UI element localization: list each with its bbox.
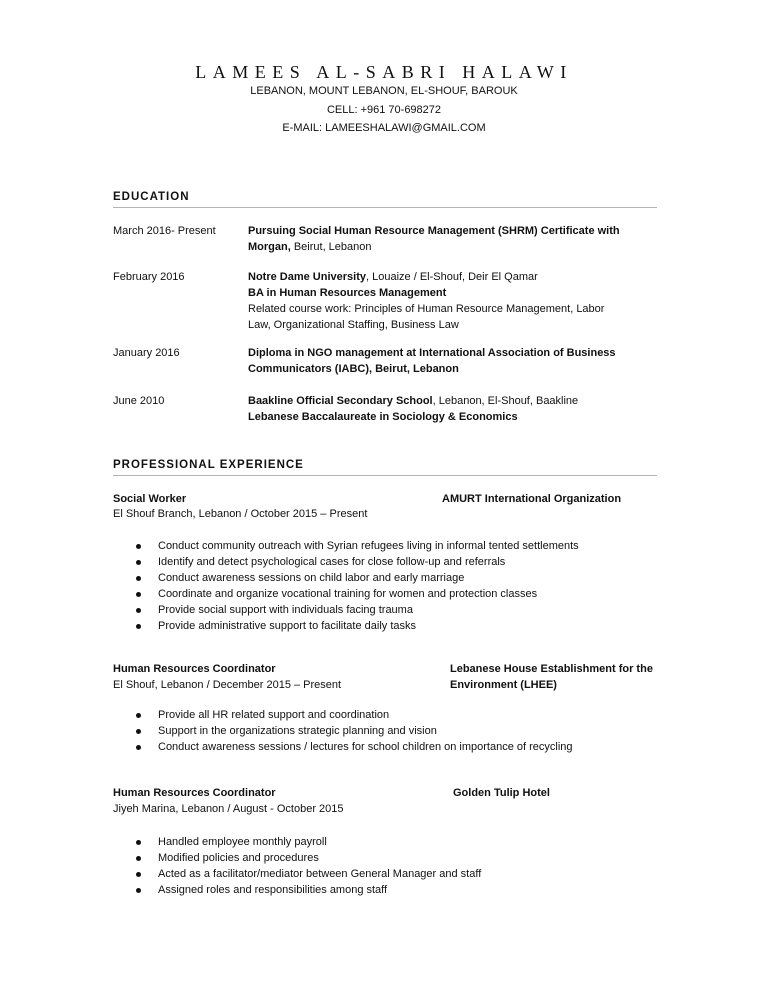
- job-2-title: Human Resources Coordinator: [113, 663, 276, 675]
- education-entry-4-line2: Lebanese Baccalaureate in Sociology & Economics: [248, 411, 518, 423]
- bullet-icon: [136, 624, 141, 629]
- education-divider: [113, 207, 657, 208]
- job-1-organization: AMURT International Organization: [442, 493, 622, 505]
- bullet-text: Modified policies and procedures: [158, 852, 319, 864]
- job-2-bullets: [136, 707, 573, 755]
- education-date-3: January 2016: [113, 347, 180, 359]
- education-entry-3: [248, 345, 638, 377]
- education-entry-2: [248, 269, 638, 333]
- education-entry-1-line2-rest: Beirut, Lebanon: [290, 241, 372, 253]
- education-entry-1-line2-bold: Morgan,: [248, 241, 291, 253]
- education-entry-3-line2: Communicators (IABC), Beirut, Lebanon: [248, 363, 459, 375]
- list-item: [136, 570, 579, 586]
- experience-divider: [113, 475, 657, 476]
- bullet-icon: [136, 745, 141, 750]
- bullet-text: Coordinate and organize vocational training for women and protection classes: [158, 588, 538, 600]
- education-date-1: March 2016- Present: [113, 225, 216, 237]
- bullet-text: Identify and detect psychological cases for close follow-up and referrals: [158, 556, 506, 568]
- bullet-text: Support in the organizations strategic planning and vision: [158, 725, 437, 737]
- bullet-text: Provide social support with individuals facing trauma: [158, 604, 413, 616]
- bullet-icon: [136, 560, 141, 565]
- bullet-text: Conduct awareness sessions on child labor and early marriage: [158, 572, 465, 584]
- education-entry-2-coursework-2: Law, Organizational Staffing, Business Law: [248, 319, 459, 331]
- bullet-icon: [136, 888, 141, 893]
- bullet-text: Acted as a facilitator/mediator between General Manager and staff: [158, 868, 482, 880]
- education-entry-2-line1-bold: Notre Dame University: [248, 271, 366, 283]
- list-item: [136, 882, 481, 898]
- bullet-icon: [136, 576, 141, 581]
- contact-address: LEBANON, MOUNT LEBANON, EL-SHOUF, BAROUK: [250, 85, 518, 97]
- contact-cell: CELL: +961 70-698272: [326, 104, 442, 116]
- education-date-2: February 2016: [113, 271, 185, 283]
- bullet-icon: [136, 713, 141, 718]
- list-item: [136, 850, 481, 866]
- job-1-title: Social Worker: [113, 493, 187, 505]
- job-3-location: Jiyeh Marina, Lebanon / August - October 2015: [113, 803, 344, 815]
- education-entry-4-line1-bold: Baakline Official Secondary School: [248, 395, 433, 407]
- bullet-text: Conduct community outreach with Syrian refugees living in informal tented settlements: [158, 540, 579, 552]
- education-entry-2-line1-rest: , Louaize / El-Shouf, Deir El Qamar: [366, 271, 538, 283]
- job-1-bullets: [136, 538, 579, 634]
- bullet-icon: [136, 608, 141, 613]
- education-date-4: June 2010: [113, 395, 165, 407]
- education-entry-2-coursework-1: Related course work: Principles of Human Resource Management, Labor: [248, 303, 605, 315]
- education-entry-1: [248, 223, 638, 255]
- bullet-icon: [136, 856, 141, 861]
- list-item: [136, 602, 579, 618]
- job-3-organization: Golden Tulip Hotel: [453, 787, 550, 799]
- bullet-text: Assigned roles and responsibilities among staff: [158, 884, 388, 896]
- bullet-icon: [136, 592, 141, 597]
- list-item: [136, 739, 573, 755]
- bullet-text: Handled employee monthly payroll: [158, 836, 327, 848]
- job-2-organization-line1: Lebanese House Establishment for the: [450, 663, 653, 675]
- list-item: [136, 618, 579, 634]
- education-entry-4-line1-rest: , Lebanon, El-Shouf, Baakline: [432, 395, 579, 407]
- bullet-text: Provide all HR related support and coordination: [158, 709, 390, 721]
- job-1-location: El Shouf Branch, Lebanon / October 2015 – Present: [113, 508, 368, 520]
- candidate-name: LAMEES AL-SABRI HALAWI: [195, 62, 573, 82]
- bullet-icon: [136, 872, 141, 877]
- list-item: [136, 723, 573, 739]
- list-item: [136, 707, 573, 723]
- experience-heading: PROFESSIONAL EXPERIENCE: [113, 459, 304, 471]
- bullet-icon: [136, 544, 141, 549]
- job-2-location: El Shouf, Lebanon / December 2015 – Present: [113, 679, 342, 691]
- education-heading: EDUCATION: [113, 191, 190, 203]
- education-entry-2-degree: BA in Human Resources Management: [248, 287, 447, 299]
- education-entry-1-line1: Pursuing Social Human Resource Management (SHRM) Certificate with: [248, 225, 620, 237]
- list-item: [136, 834, 481, 850]
- job-3-title: Human Resources Coordinator: [113, 787, 276, 799]
- bullet-icon: [136, 840, 141, 845]
- bullet-text: Provide administrative support to facilitate daily tasks: [158, 620, 417, 632]
- job-2-organization-line2: Environment (LHEE): [450, 679, 557, 691]
- education-entry-3-line1: Diploma in NGO management at International Association of Business: [248, 347, 616, 359]
- list-item: [136, 538, 579, 554]
- bullet-text: Conduct awareness sessions / lectures for school children on importance of recycling: [158, 741, 573, 753]
- education-entry-4: [248, 393, 638, 425]
- contact-email: E-MAIL: LAMEESHALAWI@GMAIL.COM: [282, 122, 486, 134]
- list-item: [136, 866, 481, 882]
- list-item: [136, 554, 579, 570]
- bullet-icon: [136, 729, 141, 734]
- job-3-bullets: [136, 834, 481, 898]
- list-item: [136, 586, 579, 602]
